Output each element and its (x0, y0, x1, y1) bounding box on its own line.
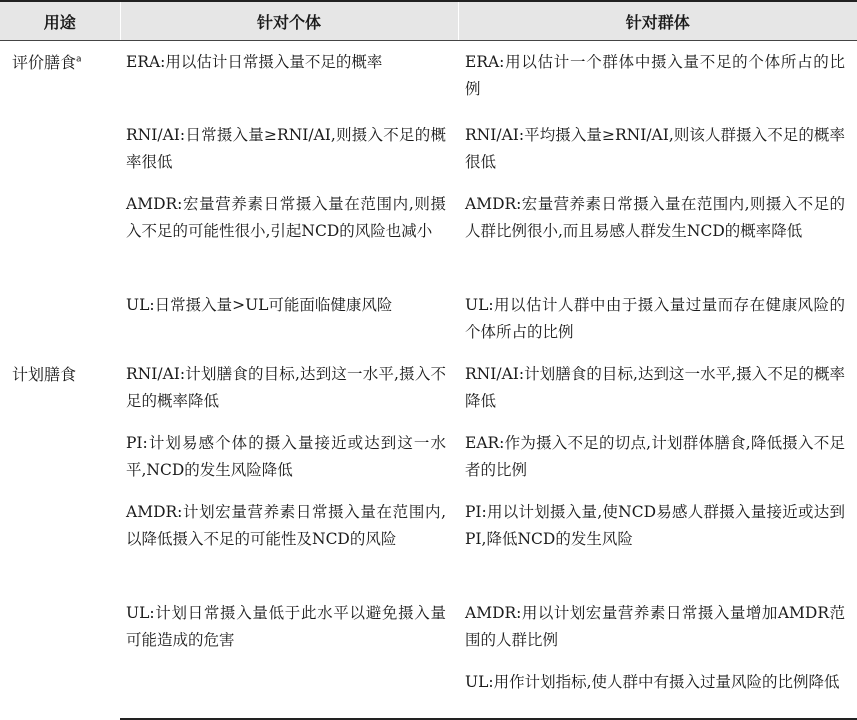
individual-cell: AMDR:计划宏量营养素日常摄入量在范围内,以降低摄入不足的可能性及NCD的风险 (126, 502, 446, 548)
table-row (0, 422, 857, 491)
group-cell: UL:用作计划指标,使人群中有摄入过量风险的比例降低 (458, 661, 857, 719)
table-row (0, 353, 857, 422)
table-body (0, 41, 857, 719)
group-cell: ERA:用以估计一个群体中摄入量不足的个体所占的比例 (465, 53, 845, 98)
header-individual: 针对个体 (120, 1, 458, 41)
group-cell: EAR:作为摄入不足的切点,计划群体膳食,降低摄入不足者的比例 (465, 433, 845, 479)
use-cell-plan (0, 353, 120, 719)
individual-cell: UL:计划日常摄入量低于此水平以避免摄入量可能造成的危害 (126, 603, 446, 649)
table-header-row (0, 1, 857, 41)
individual-cell: ERA:用以估计日常摄入量不足的概率 (126, 53, 383, 71)
use-cell-evaluate (0, 41, 120, 353)
table-row (0, 661, 857, 719)
individual-cell: RNI/AI:计划膳食的目标,达到这一水平,摄入不足的概率降低 (126, 364, 446, 410)
group-cell: AMDR:宏量营养素日常摄入量在范围内,则摄入不足的人群比例很小,而且易感人群发生NCD的概率降低 (465, 194, 845, 240)
use-label: 计划膳食 (12, 364, 77, 384)
individual-cell: PI:计划易感个体的摄入量接近或达到这一水平,NCD的发生风险降低 (126, 433, 446, 479)
group-cell: RNI/AI:计划膳食的目标,达到这一水平,摄入不足的概率降低 (465, 364, 845, 410)
table-row (0, 114, 857, 183)
group-cell: PI:用以计划摄入量,使NCD易感人群摄入量接近或达到PI,降低NCD的发生风险 (465, 502, 845, 548)
group-cell: AMDR:用以计划宏量营养素日常摄入量增加AMDR范围的人群比例 (465, 603, 845, 649)
group-cell: UL:用以估计人群中由于摄入量过量而存在健康风险的个体所占的比例 (465, 295, 845, 341)
table-row (0, 183, 857, 284)
individual-cell (120, 661, 458, 719)
use-label: 评价膳食 (12, 53, 77, 72)
group-cell: RNI/AI:平均摄入量≥RNI/AI,则该人群摄入不足的概率很低 (465, 125, 845, 171)
individual-cell: RNI/AI:日常摄入量≥RNI/AI,则摄入不足的概率很低 (126, 125, 446, 171)
table-row (0, 592, 857, 661)
table-row (0, 41, 857, 114)
footnote-marker: a (76, 54, 82, 65)
individual-cell: UL:日常摄入量>UL可能面临健康风险 (126, 295, 393, 314)
table-row (0, 491, 857, 592)
header-use: 用途 (0, 1, 120, 41)
individual-cell: AMDR:宏量营养素日常摄入量在范围内,则摄入不足的可能性很小,引起NCD的风险也减小 (126, 194, 446, 240)
table-row (0, 284, 857, 353)
header-group: 针对群体 (458, 1, 857, 41)
